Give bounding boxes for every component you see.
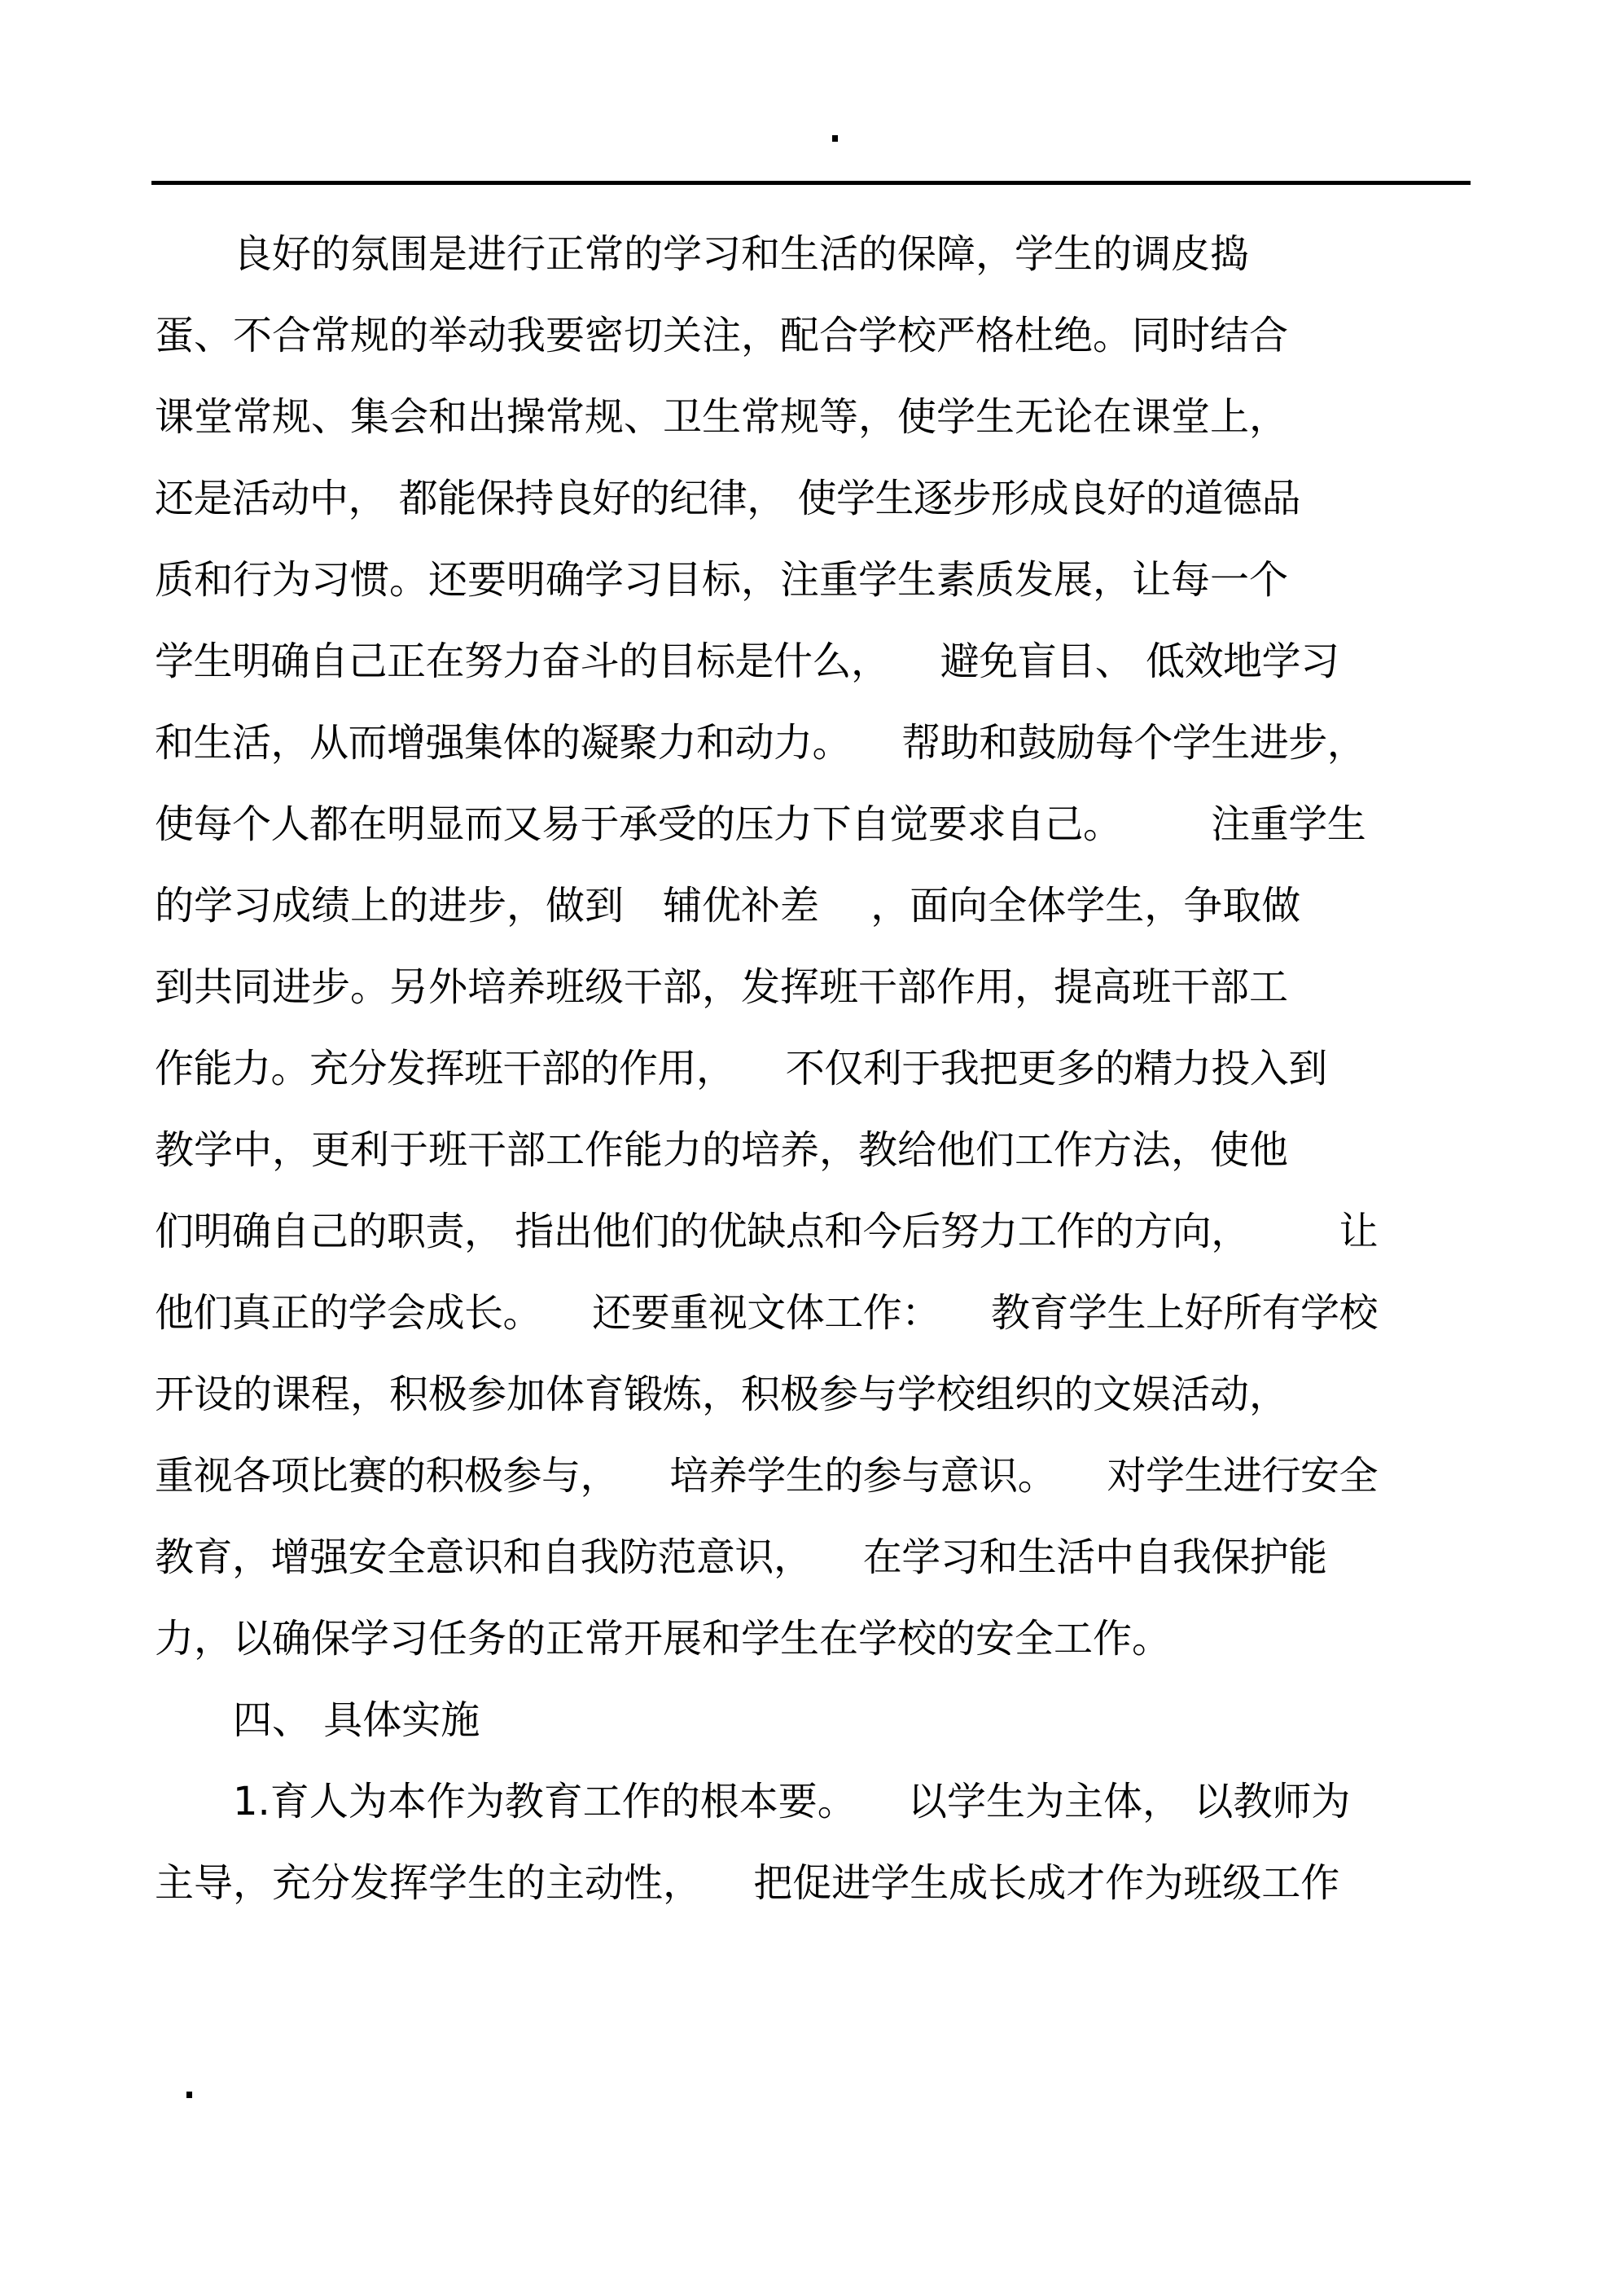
section-body-line: 主导，充分发挥学生的主动性， 把促进学生成长成才作为班级工作 bbox=[155, 1860, 1340, 1906]
body-line: 还是活动中， 都能保持良好的纪律， 使学生逐步形成良好的道德品 bbox=[155, 476, 1301, 521]
body-line: 质和行为习惯。还要明确学习目标，注重学生素质发展，让每一个 bbox=[155, 557, 1289, 603]
body-line: 重视各项比赛的积极参与， 培养学生的参与意识。 对学生进行安全 bbox=[155, 1453, 1379, 1499]
body-line: 教学中，更利于班干部工作能力的培养，教给他们工作方法，使他 bbox=[155, 1127, 1289, 1173]
body-line: 他们真正的学会成长。 还要重视文体工作： 教育学生上好所有学校 bbox=[155, 1290, 1379, 1336]
section-body-line: 1.育人为本作为教育工作的根本要。 以学生为主体， 以教师为 bbox=[233, 1779, 1351, 1824]
body-line: 教育，增强安全意识和自我防范意识， 在学习和生活中自我保护能 bbox=[155, 1534, 1327, 1580]
body-line: 学生明确自己正在努力奋斗的目标是什么， 避免盲目、 低效地学习 bbox=[155, 639, 1339, 684]
section-heading: 四、 具体实施 bbox=[233, 1697, 480, 1743]
body-line: 和生活，从而增强集体的凝聚力和动力。 帮助和鼓励每个学生进步， bbox=[155, 720, 1366, 766]
body-line: 课堂常规、集会和出操常规、卫生常规等，使学生无论在课堂上， bbox=[155, 394, 1289, 440]
body-line: 们明确自己的职责， 指出他们的优缺点和今后努力工作的方向， 让 bbox=[155, 1209, 1379, 1254]
footer-dot-mark bbox=[186, 2092, 192, 2098]
body-line: 开设的课程，积极参加体育锻炼，积极参与学校组织的文娱活动， bbox=[155, 1372, 1289, 1417]
body-line: 到共同进步。另外培养班级干部，发挥班干部作用，提高班干部工 bbox=[155, 964, 1289, 1010]
body-line: 蛋、不合常规的举动我要密切关注，配合学校严格杜绝。同时结合 bbox=[155, 313, 1289, 358]
header-divider bbox=[151, 181, 1471, 185]
document-body bbox=[155, 213, 1474, 1924]
body-line: 良好的氛围是进行正常的学习和生活的保障，学生的调皮捣 bbox=[155, 231, 1250, 277]
body-line: 力，以确保学习任务的正常开展和学生在学校的安全工作。 bbox=[155, 1616, 1172, 1662]
body-line: 使每个人都在明显而又易于承受的压力下自觉要求自己。 注重学生 bbox=[155, 801, 1366, 847]
body-line: 的学习成绩上的进步，做到 辅优补差 ，面向全体学生，争取做 bbox=[155, 883, 1301, 928]
header-dot-mark bbox=[832, 135, 838, 142]
body-line: 作能力。充分发挥班干部的作用， 不仅利于我把更多的精力投入到 bbox=[155, 1046, 1327, 1091]
